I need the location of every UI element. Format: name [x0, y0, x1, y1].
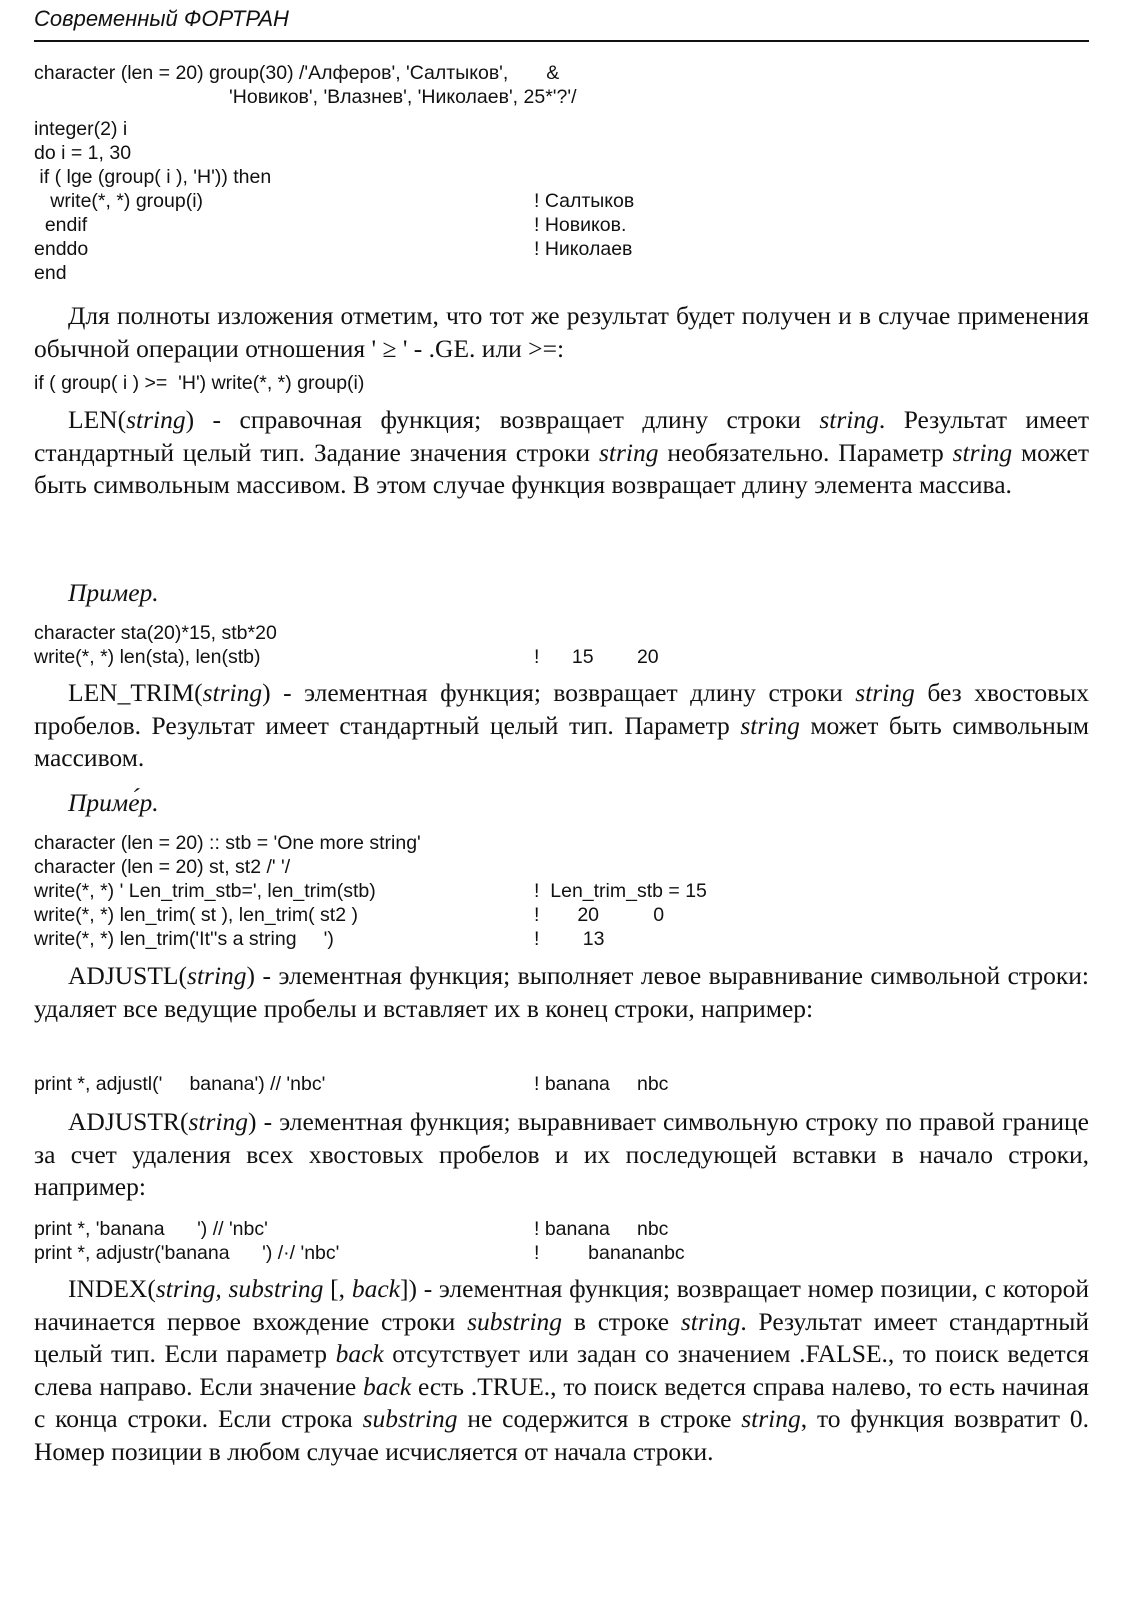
paragraph: Для полноты изложения отметим, что тот же результат будет получен и в случае применения обычной операции отношения ' ≥ ' - .GE. или >=: [34, 301, 1089, 363]
code-line: character (len = 20) st, st2 /' '/ [34, 856, 291, 878]
adjustl-description: ADJUSTL(string) - элементная функция; выполняет левое выравнивание символьной строки: удаляет все ведущие пробелы и вставляет их в конец строки, например: [34, 961, 1089, 1023]
len-description: LEN(string) - справочная функция; возвращает длину строки string. Результат имеет стандартный целый тип. Задание значения строки string необязательно. Параметр string может быть символьным массивом. В этом случае функция возвращает длину элемента массива. [34, 405, 1089, 499]
index-description: INDEX(string, substring [, back]) - элементная функция; возвращает номер позиции, с которой начинается первое вхождение строки substring в строке string. Результат имеет стандартный целый тип. Если параметр back отсутствует или задан со значением .FALSE., то поиск ведется слева направо. Если значение back есть .TRUE., то поиск ведется справа налево, то есть начиная с конца строки. Если строка substring не содержится в строке string, то функция возвратит 0. Номер позиции в любом случае исчисляется от начала строки. [34, 1274, 1089, 1466]
code-line: write(*, *) len(sta), len(stb) [34, 646, 261, 668]
code-line: end [34, 262, 67, 284]
code-line: write(*, *) group(i) [34, 190, 204, 212]
example-label: Пример. [68, 578, 159, 607]
example-label: Приме́р. [68, 788, 159, 817]
code-comment: ! 20 0 [534, 904, 665, 926]
code-line: if ( lge (group( i ), 'H')) then [34, 166, 272, 188]
code-line: enddo [34, 238, 89, 260]
code-line: integer(2) i [34, 118, 128, 140]
code-comment: ! banana nbc [534, 1218, 669, 1240]
code-line: print *, adjustr('banana ') /·/ 'nbc' [34, 1242, 340, 1264]
adjustr-description: ADJUSTR(string) - элементная функция; выравнивает символьную строку по правой границе за счет удаления всех хвостовых пробелов и их последующей вставки в начало строки, например: [34, 1107, 1089, 1201]
len-trim-description: LEN_TRIM(string) - элементная функция; возвращает длину строки string без хвостовых пробелов. Результат имеет стандартный целый тип. Параметр string может быть символьным массивом. [34, 678, 1090, 772]
code-comment: ! Len_trim_stb = 15 [534, 880, 707, 902]
code-line: if ( group( i ) >= 'H') write(*, *) group(i) [34, 372, 365, 394]
code-line: character sta(20)*15, stb*20 [34, 622, 277, 644]
code-line: write(*, *) ' Len_trim_stb=', len_trim(stb) [34, 880, 376, 902]
code-comment: ! 13 [534, 928, 605, 950]
code-line: do i = 1, 30 [34, 142, 132, 164]
running-header: Современный ФОРТРАН [34, 6, 289, 31]
code-line: write(*, *) len_trim( st ), len_trim( st2 ) [34, 904, 358, 926]
header-rule [34, 40, 1089, 42]
code-comment: ! Новиков. [534, 214, 627, 236]
code-line: character (len = 20) :: stb = 'One more string' [34, 832, 421, 854]
code-line: write(*, *) len_trim('It''s a string ') [34, 928, 334, 950]
code-line: print *, 'banana ') // 'nbc' [34, 1218, 268, 1240]
code-comment: ! Николаев [534, 238, 633, 260]
code-line: 'Новиков', 'Влазнев', 'Николаев', 25*'?'/ [34, 86, 577, 108]
code-line: print *, adjustl(' banana') // 'nbc' [34, 1073, 326, 1095]
code-line: character (len = 20) group(30) /'Алферов', 'Салтыков', & [34, 62, 560, 84]
code-comment: ! Салтыков [534, 190, 635, 212]
code-line: endif [34, 214, 88, 236]
code-comment: ! banananbc [534, 1242, 685, 1264]
code-comment: ! banana nbc [534, 1073, 669, 1095]
code-comment: ! 15 20 [534, 646, 659, 668]
